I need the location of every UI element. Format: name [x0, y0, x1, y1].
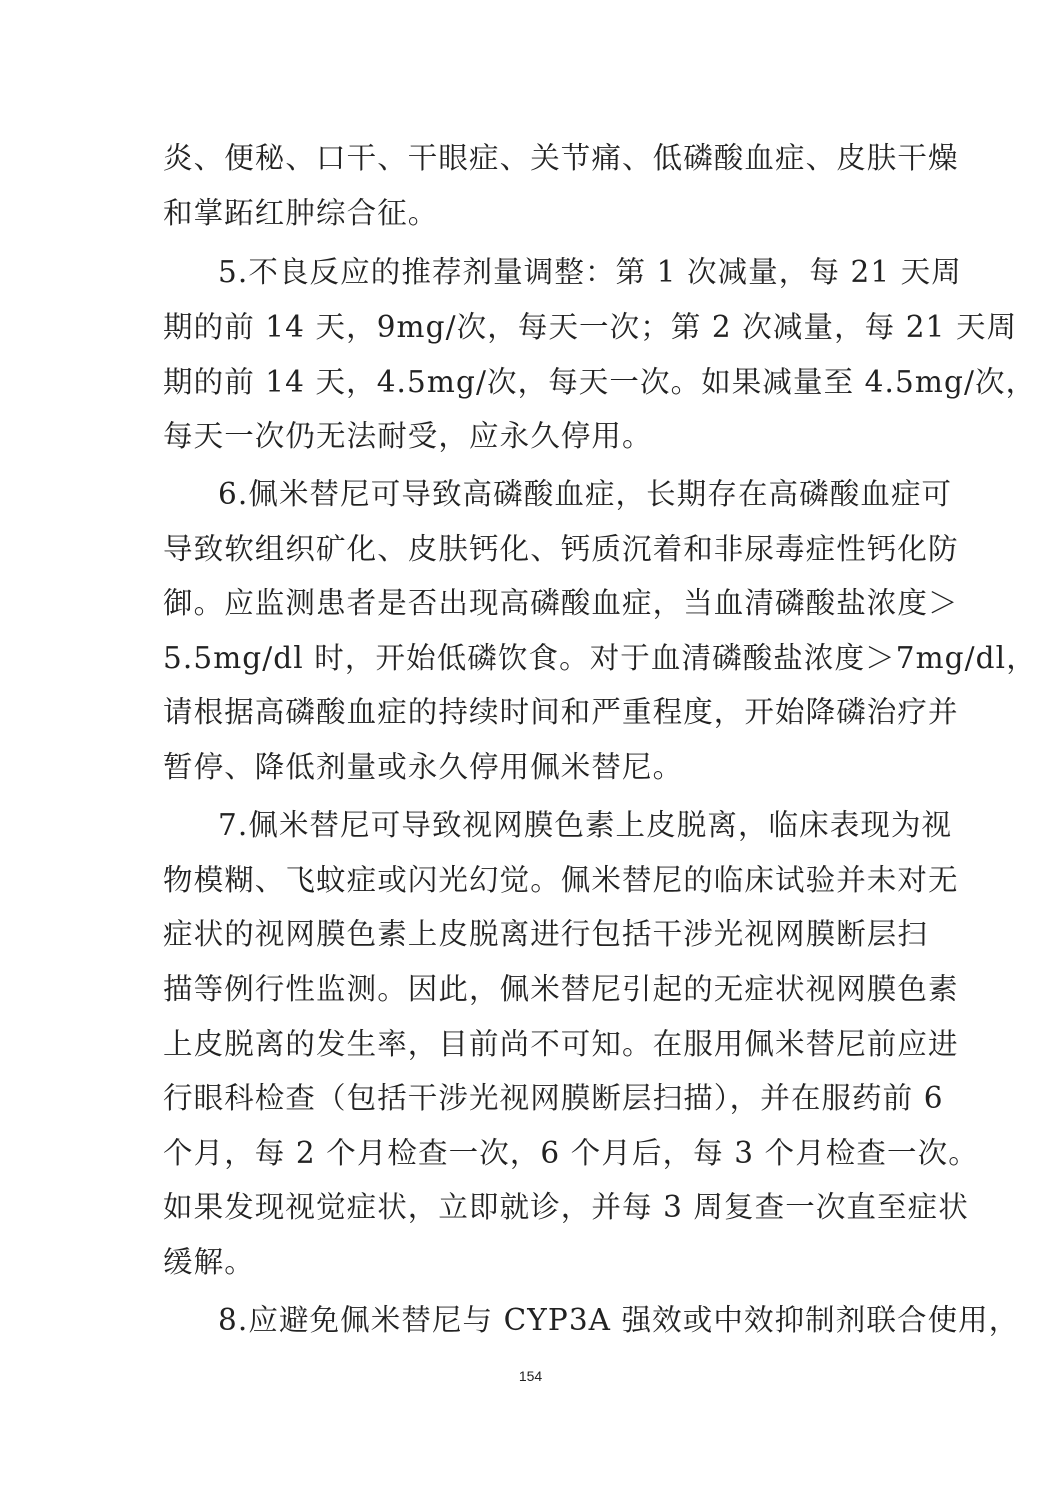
text-line: 8.应避免佩米替尼与 CYP3A 强效或中效抑制剂联合使用， [218, 1303, 1020, 1337]
text-line: 导致软组织矿化、皮肤钙化、钙质沉着和非尿毒症性钙化防 [163, 532, 959, 566]
text-line: 和掌跖红肿综合征。 [163, 196, 439, 230]
text-line: 物模糊、飞蚊症或闪光幻觉。佩米替尼的临床试验并未对无 [163, 863, 959, 897]
text-line: 上皮脱离的发生率，目前尚不可知。在服用佩米替尼前应进 [163, 1027, 959, 1061]
text-line: 如果发现视觉症状，立即就诊，并每 3 周复查一次直至症状 [163, 1190, 969, 1224]
text-line: 期的前 14 天，9mg/次，每天一次；第 2 次减量，每 21 天周 [163, 310, 1018, 344]
text-line: 个月，每 2 个月检查一次，6 个月后，每 3 个月检查一次。 [163, 1136, 979, 1170]
text-line: 症状的视网膜色素上皮脱离进行包括干涉光视网膜断层扫 [163, 917, 929, 951]
text-line: 御。应监测患者是否出现高磷酸血症，当血清磷酸盐浓度＞ [163, 586, 959, 620]
text-line: 炎、便秘、口干、干眼症、关节痛、低磷酸血症、皮肤干燥 [163, 141, 959, 175]
text-line: 缓解。 [163, 1245, 255, 1279]
text-line: 行眼科检查（包括干涉光视网膜断层扫描），并在服药前 6 [163, 1081, 944, 1115]
text-line: 请根据高磷酸血症的持续时间和严重程度，开始降磷治疗并 [163, 695, 959, 729]
text-line: 6.佩米替尼可导致高磷酸血症，长期存在高磷酸血症可 [218, 477, 953, 511]
text-line: 描等例行性监测。因此，佩米替尼引起的无症状视网膜色素 [163, 972, 959, 1006]
page-number: 154 [518, 1368, 543, 1384]
text-line: 暂停、降低剂量或永久停用佩米替尼。 [163, 750, 684, 784]
text-line: 期的前 14 天，4.5mg/次，每天一次。如果减量至 4.5mg/次， [163, 365, 1037, 399]
text-line: 每天一次仍无法耐受，应永久停用。 [163, 419, 653, 453]
text-line: 7.佩米替尼可导致视网膜色素上皮脱离，临床表现为视 [218, 808, 953, 842]
text-line: 5.不良反应的推荐剂量调整：第 1 次减量，每 21 天周 [218, 255, 962, 289]
text-line: 5.5mg/dl 时，开始低磷饮食。对于血清磷酸盐浓度＞7mg/dl， [163, 641, 1037, 675]
